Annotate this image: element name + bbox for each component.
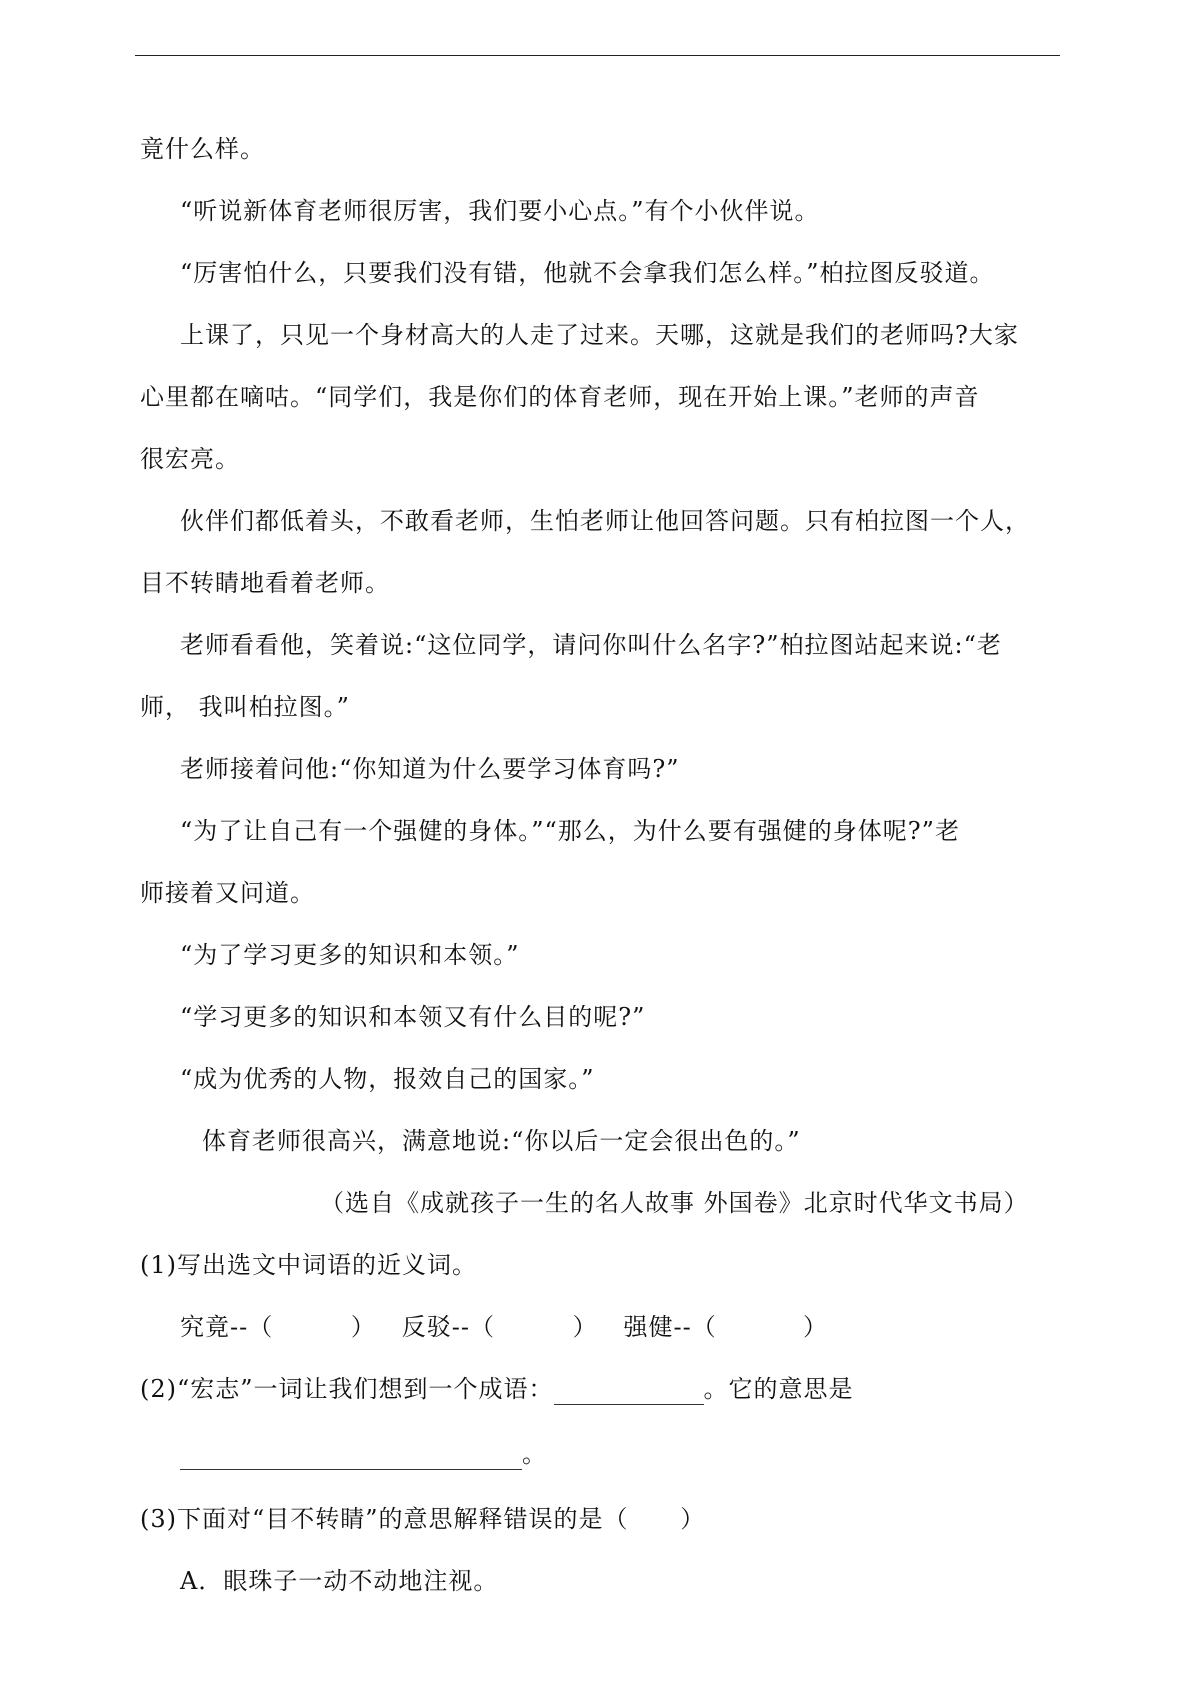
question-3: (3)下面对“目不转睛”的意思解释错误的是（ ） (140, 1505, 706, 1533)
text-line: 老师看看他，笑着说:“这位同学，请问你叫什么名字?”柏拉图站起来说:“老 (180, 631, 1002, 659)
text-line: 竟什么样。 (140, 135, 265, 163)
text-line: “听说新体育老师很厉害，我们要小心点。”有个小伙伴说。 (180, 197, 820, 225)
text-line: “厉害怕什么，只要我们没有错，他就不会拿我们怎么样。”柏拉图反驳道。 (180, 259, 995, 287)
text-line: 体育老师很高兴，满意地说:“你以后一定会很出色的。” (202, 1127, 801, 1155)
text-line: 目不转睛地看着老师。 (140, 569, 390, 597)
text-line: 师接着又问道。 (140, 879, 315, 907)
question-2-end: 。 (522, 1440, 547, 1468)
question-2 (140, 1358, 1060, 1420)
text-line: 心里都在嘀咕。“同学们，我是你们的体育老师，现在开始上课。”老师的声音 (140, 383, 980, 411)
document-page (140, 118, 1060, 1612)
question-3-option-a: A．眼珠子一动不动地注视。 (180, 1567, 499, 1595)
question-2-mid: 。它的意思是 (703, 1375, 854, 1403)
header-rule (135, 55, 1060, 56)
text-line: 伙伴们都低着头，不敢看老师，生怕老师让他回答问题。只有柏拉图一个人， (180, 507, 1030, 535)
question-2-meaning-line (140, 1420, 1060, 1488)
question-1: (1)写出选文中词语的近义词。 (140, 1251, 477, 1279)
text-line: “学习更多的知识和本领又有什么目的呢?” (180, 1003, 646, 1031)
text-line: 师， 我叫柏拉图。” (140, 693, 350, 721)
text-line: 上课了，只见一个身材高大的人走了过来。天哪，这就是我们的老师吗?大家 (180, 321, 1019, 349)
text-line: 老师接着问他:“你知道为什么要学习体育吗?” (180, 755, 680, 783)
question-2-prefix: (2)“宏志”一词让我们想到一个成语： (140, 1375, 554, 1403)
text-line: “成为优秀的人物，报效自己的国家。” (180, 1065, 595, 1093)
question-1-items: 究竟--（ ） 反驳--（ ） 强健--（ ） (180, 1313, 829, 1341)
text-line: “为了让自己有一个强健的身体。”“那么，为什么要有强健的身体呢?”老 (180, 817, 960, 845)
source-citation: （选自《成就孩子一生的名人故事 外国卷》北京时代华文书局） (320, 1189, 1029, 1217)
text-line: 很宏亮。 (140, 445, 240, 473)
answer-blank-idiom[interactable] (554, 1374, 704, 1405)
answer-blank-meaning[interactable] (180, 1439, 522, 1470)
text-line: “为了学习更多的知识和本领。” (180, 941, 520, 969)
